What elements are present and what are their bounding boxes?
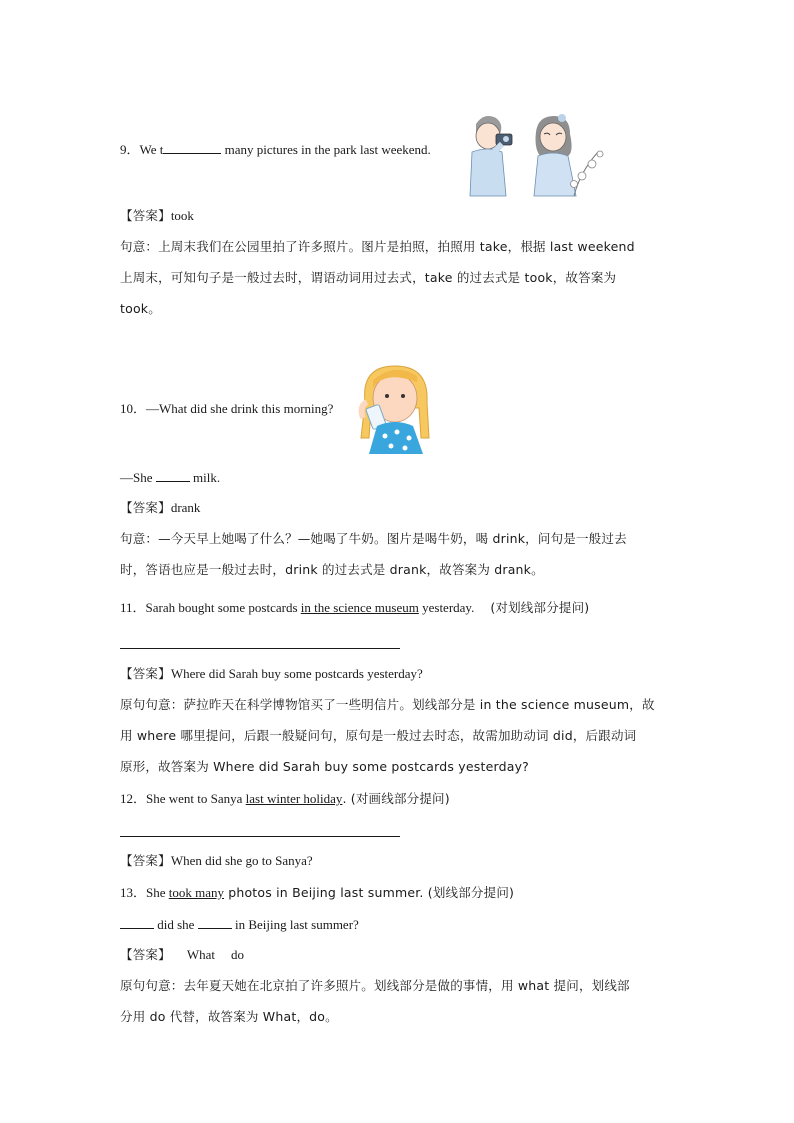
girl-drinking-milk-illustration — [355, 362, 435, 454]
q10-answer-text: drank — [170, 500, 201, 515]
q11-number: 11． — [120, 600, 146, 615]
q9-explanation-2: 上周末，可知句子是一般过去时，谓语动词用过去式，take 的过去式是 took，故答案为 — [120, 270, 617, 285]
q13-blank-1[interactable] — [120, 916, 154, 929]
q9-answer-label: 【答案】 — [120, 208, 171, 223]
q10-answer — [120, 500, 200, 516]
q12-answer-line[interactable] — [120, 836, 400, 837]
q11-answer — [120, 666, 423, 682]
q9-explanation-3: took。 — [120, 301, 161, 316]
q11-instruction: (对划线部分提问) — [490, 600, 590, 615]
q13-answer — [120, 947, 244, 963]
q12-text-pre: She went to Sanya — [146, 791, 246, 806]
q12-question — [120, 791, 450, 807]
q11-question — [120, 600, 589, 616]
q10-reply-pre: —She — [120, 470, 156, 485]
q10-reply — [120, 469, 220, 486]
q13-fill-sentence — [120, 916, 359, 933]
q12-number: 12． — [120, 791, 147, 806]
q13-text-post: photos in Beijing last summer. (划线部分提问) — [224, 885, 515, 900]
q10-number: 10． — [120, 401, 147, 416]
q11-text-post: yesterday. — [418, 600, 475, 615]
q13-number: 13． — [120, 885, 147, 900]
q13-fill-mid: did she — [154, 917, 198, 932]
q9-text-pre: We t — [139, 142, 164, 157]
q12-underlined-phrase: last winter holiday — [245, 791, 343, 806]
q12-answer — [120, 853, 313, 869]
q10-explanation-1: 句意：—今天早上她喝了什么？—她喝了牛奶。图片是喝牛奶，喝 drink，问句是一般过去 — [120, 531, 627, 546]
q9-answer-text: took — [170, 208, 194, 223]
q13-explanation-2: 分用 do 代替，故答案为 What，do。 — [120, 1009, 338, 1024]
q11-explanation-3: 原形，故答案为 Where did Sarah buy some postcards yesterday? — [120, 759, 530, 774]
q13-fill-post: in Beijing last summer? — [231, 917, 359, 932]
q11-underlined-phrase: in the science museum — [300, 600, 419, 615]
q10-blank[interactable] — [156, 469, 190, 482]
q13-answer-2: do — [230, 947, 244, 962]
q10-question — [120, 401, 333, 417]
q13-explanation-1: 原句句意：去年夏天她在北京拍了许多照片。划线部分是做的事情，用 what 提问，划线部 — [120, 978, 630, 993]
q11-explanation-2: 用 where 哪里提问，后跟一般疑问句，原句是一般过去时态，故需加助动词 did，后跟动词 — [120, 728, 637, 743]
q9-text-post: many pictures in the park last weekend. — [221, 142, 431, 157]
q11-answer-text: Where did Sarah buy some postcards yesterday? — [170, 666, 423, 681]
q10-explanation-2: 时，答语也应是一般过去时，drink 的过去式是 drank，故答案为 drank。 — [120, 562, 544, 577]
q11-answer-line[interactable] — [120, 648, 400, 649]
q13-underlined-phrase: took many — [168, 885, 225, 900]
q11-answer-label: 【答案】 — [120, 666, 171, 681]
q12-answer-label: 【答案】 — [120, 853, 171, 868]
q9-answer — [120, 208, 194, 224]
q12-answer-text: When did she go to Sanya? — [170, 853, 313, 868]
q9-blank[interactable] — [163, 141, 221, 154]
q10-answer-label: 【答案】 — [120, 500, 171, 515]
q9-explanation-1: 句意：上周末我们在公园里拍了许多照片。图片是拍照，拍照用 take，根据 last weekend — [120, 239, 635, 254]
q12-text-post: . (对画线部分提问) — [342, 791, 450, 806]
q10-reply-post: milk. — [189, 470, 221, 485]
kids-taking-photo-illustration — [462, 112, 612, 198]
q13-text-pre: She — [146, 885, 169, 900]
q10-question-text: —What did she drink this morning? — [146, 401, 334, 416]
q11-text-pre: Sarah bought some postcards — [145, 600, 301, 615]
q9-question — [120, 141, 431, 158]
q13-question — [120, 885, 514, 901]
q13-answer-1: What — [186, 947, 215, 962]
q11-explanation-1: 原句句意：萨拉昨天在科学博物馆买了一些明信片。划线部分是 in the science museum，故 — [120, 697, 655, 712]
q9-number: 9． — [120, 142, 140, 157]
q13-blank-2[interactable] — [198, 916, 232, 929]
q13-answer-label: 【答案】 — [120, 947, 171, 962]
